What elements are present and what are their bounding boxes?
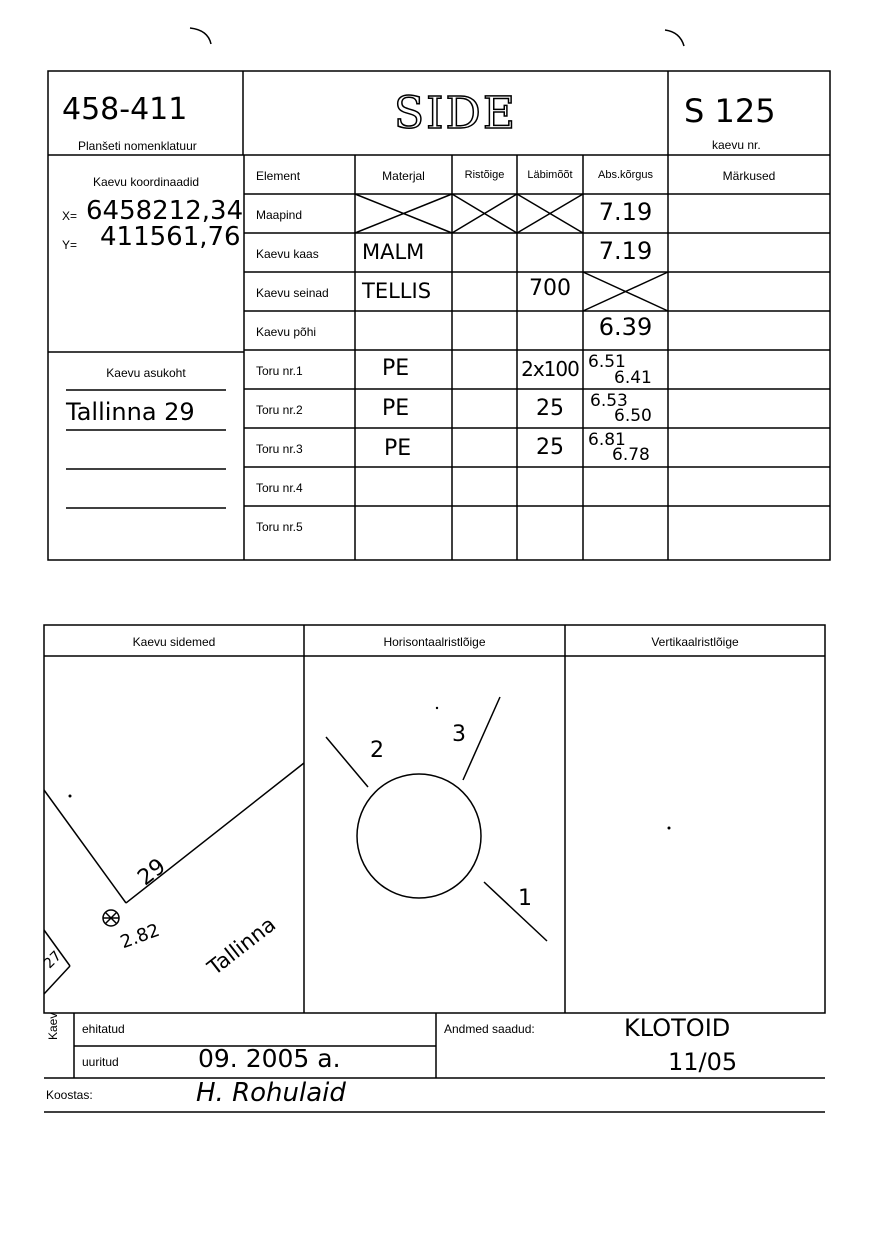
data-source-value: KLOTOID xyxy=(624,1014,731,1042)
cell-height: 6.39 xyxy=(598,313,653,341)
y-prefix: Y= xyxy=(62,238,78,252)
data-date-value: 11/05 xyxy=(668,1048,738,1076)
header-notes: Märkused xyxy=(722,169,776,183)
cell-height-bottom: 6.50 xyxy=(614,406,652,426)
pipe-label: 3 xyxy=(452,722,466,747)
row-label: Kaevu kaas xyxy=(256,247,319,261)
row-label: Kaevu seinad xyxy=(256,286,329,300)
cell-height-top: 6.81 xyxy=(588,430,626,450)
cell-material: PE xyxy=(384,436,412,461)
sketch-street-name: Tallinna xyxy=(203,912,281,980)
pipe-label: 2 xyxy=(370,738,384,763)
author-label: Koostas: xyxy=(46,1088,93,1102)
cell-height-top: 6.51 xyxy=(588,352,626,372)
cell-height: 7.19 xyxy=(598,237,653,265)
author-name: H. Rohulaid xyxy=(196,1078,346,1108)
cell-diameter: 25 xyxy=(536,396,564,421)
column-title-vertical-section: Vertikaalristlõige xyxy=(651,635,739,649)
cell-diameter: 700 xyxy=(529,276,571,301)
cell-height-top: 6.53 xyxy=(590,391,628,411)
location-label: Kaevu asukoht xyxy=(106,366,186,380)
header-diameter: Läbimõõt xyxy=(527,169,573,181)
surveyed-label: uuritud xyxy=(82,1055,119,1069)
nomenclature-label: Planšeti nomenklatuur xyxy=(78,139,197,153)
cell-material: PE xyxy=(382,356,410,381)
column-title-connections: Kaevu sidemed xyxy=(132,635,216,649)
well-number-label: kaevu nr. xyxy=(712,138,761,152)
y-coordinate-value: 411561,76 xyxy=(100,222,241,252)
row-label: Toru nr.3 xyxy=(256,442,303,456)
well-number-value: S 125 xyxy=(684,92,776,130)
row-label: Toru nr.5 xyxy=(256,520,303,534)
location-value: Tallinna 29 xyxy=(66,398,195,426)
sketch-neighbor-number: 27 xyxy=(40,948,65,972)
cell-diameter: 2x100 xyxy=(521,357,579,381)
sketch-house-number: 29 xyxy=(133,854,171,891)
cell-material: TELLIS xyxy=(362,279,432,303)
row-label: Kaevu põhi xyxy=(256,325,317,339)
sketch-elevation: 2.82 xyxy=(117,919,163,954)
cell-diameter: 25 xyxy=(536,435,564,460)
cell-height-bottom: 6.78 xyxy=(612,445,650,465)
data-received-label: Andmed saadud: xyxy=(444,1022,535,1036)
row-label: Maapind xyxy=(256,208,303,222)
header-cross-section: Ristõige xyxy=(464,169,505,181)
x-prefix: X= xyxy=(62,209,78,223)
pipe-label: 1 xyxy=(518,886,532,911)
surveyed-date: 09. 2005 a. xyxy=(198,1044,341,1073)
cell-material: PE xyxy=(382,396,410,421)
row-label: Toru nr.4 xyxy=(256,481,303,495)
coordinates-label: Kaevu koordinaadid xyxy=(92,175,200,189)
cell-height: 7.19 xyxy=(598,198,653,226)
header-abs-height: Abs.kõrgus xyxy=(597,169,654,181)
column-title-horizontal-section: Horisontaalristlõige xyxy=(383,635,486,649)
row-label: Toru nr.2 xyxy=(256,403,303,417)
x-coordinate-value: 6458212,34 xyxy=(86,196,244,226)
well-side-label: Kaev xyxy=(46,1012,60,1040)
header-material: Materjal xyxy=(382,169,425,183)
page-title: SIDE xyxy=(394,88,517,139)
cell-height-bottom: 6.41 xyxy=(614,368,652,388)
nomenclature-value: 458-411 xyxy=(62,92,188,127)
header-element: Element xyxy=(256,169,301,183)
row-label: Toru nr.1 xyxy=(256,364,303,378)
cell-material: MALM xyxy=(362,240,425,264)
built-label: ehitatud xyxy=(82,1022,125,1036)
